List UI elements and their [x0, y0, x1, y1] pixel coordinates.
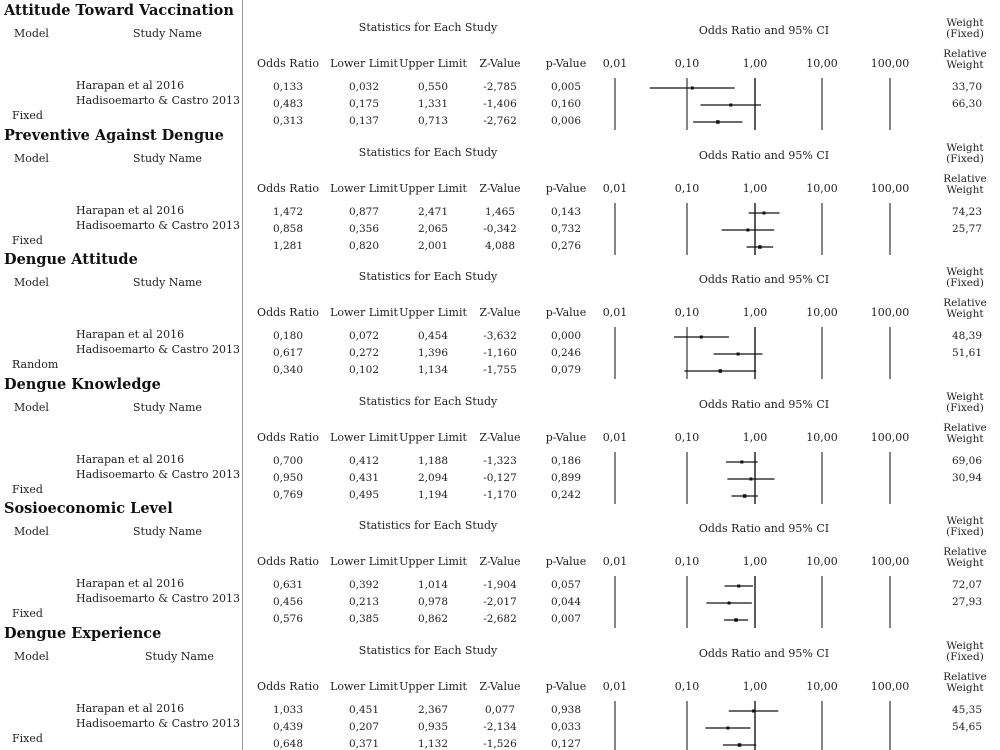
- study-name: Hadisoemarto & Castro 2013: [76, 218, 240, 232]
- cell-weight: 30,94: [951, 471, 983, 484]
- x-tick-label: 0,01: [602, 181, 628, 195]
- cell-weight: 51,61: [951, 347, 983, 359]
- study-point: [728, 602, 731, 605]
- col-header-odds-ratio: Odds Ratio: [257, 57, 319, 70]
- cell-odds-ratio: 0,313: [272, 115, 304, 127]
- study-name: Hadisoemarto & Castro 2013: [76, 467, 240, 481]
- study-point: [737, 353, 740, 356]
- cell-odds-ratio: 0,858: [272, 222, 304, 235]
- cell-p-value: 0,143: [550, 205, 582, 218]
- cell-p-value: 0,899: [550, 471, 582, 484]
- cell-lower-limit: 0,371: [348, 737, 380, 750]
- x-tick-label: 100,00: [870, 181, 910, 195]
- cell-upper-limit: 0,550: [417, 81, 449, 93]
- cell-weight: 72,07: [951, 579, 983, 591]
- study-point: [752, 709, 755, 712]
- col-header-lower-limit: Lower Limit: [330, 57, 398, 70]
- stats-header: Statistics for Each Study: [358, 145, 498, 159]
- study-point: [749, 477, 752, 480]
- model-header: Model: [14, 27, 49, 40]
- cell-p-value: 0,033: [550, 720, 582, 733]
- col-header-upper-limit: Upper Limit: [399, 555, 467, 568]
- panel-title: Dengue Attitude: [4, 251, 138, 268]
- study-name: Harapan et al 2016: [76, 577, 185, 590]
- x-tick-label: 0,10: [674, 430, 700, 444]
- x-tick-label: 100,00: [870, 430, 910, 444]
- cell-p-value: 0,000: [550, 330, 582, 342]
- panel-dengue-experience: [0, 625, 1000, 750]
- cell-upper-limit: 1,194: [417, 488, 449, 501]
- model-name: Fixed: [12, 233, 43, 247]
- col-header-p-value: p-Value: [545, 181, 587, 195]
- cell-lower-limit: 0,495: [348, 488, 380, 501]
- col-header-odds-ratio: Odds Ratio: [257, 306, 319, 319]
- panel-title: Preventive Against Dengue: [4, 126, 224, 144]
- or-ci-header: Odds Ratio and 95% CI: [698, 522, 830, 535]
- cell-z-value: -2,762: [483, 115, 517, 127]
- cell-z-value: -0,342: [483, 222, 517, 235]
- cell-lower-limit: 0,820: [348, 239, 380, 252]
- cell-z-value: -1,406: [483, 98, 517, 110]
- cell-upper-limit: 0,862: [417, 613, 449, 625]
- cell-odds-ratio: 0,340: [272, 364, 304, 376]
- panel-title: Dengue Experience: [4, 624, 162, 642]
- col-header-upper-limit: Upper Limit: [399, 306, 467, 319]
- cell-odds-ratio: 0,617: [272, 347, 304, 359]
- col-header-lower-limit: Lower Limit: [330, 181, 398, 195]
- model-header: Model: [14, 649, 49, 663]
- cell-p-value: 0,006: [550, 115, 582, 127]
- cell-z-value: -2,785: [483, 81, 517, 93]
- weight-header: Weight (Fixed): [946, 390, 984, 414]
- x-tick-label: 1,00: [742, 57, 768, 70]
- panel-title: Dengue Knowledge: [4, 375, 161, 393]
- cell-z-value: 4,088: [484, 239, 516, 252]
- study-point: [740, 460, 743, 463]
- col-header-p-value: p-Value: [545, 430, 587, 444]
- col-header-z-value: Z-Value: [479, 57, 521, 70]
- x-tick-label: 0,10: [674, 57, 700, 70]
- cell-odds-ratio: 1,033: [272, 703, 304, 716]
- cell-lower-limit: 0,385: [348, 613, 380, 625]
- col-header-z-value: Z-Value: [479, 306, 521, 319]
- cell-p-value: 0,276: [550, 239, 582, 252]
- col-header-odds-ratio: Odds Ratio: [257, 181, 319, 195]
- cell-z-value: -1,160: [483, 347, 517, 359]
- cell-upper-limit: 1,134: [417, 364, 449, 376]
- cell-odds-ratio: 0,483: [272, 98, 304, 110]
- cell-odds-ratio: 0,180: [272, 330, 304, 342]
- weight-header: Weight (Fixed): [946, 639, 984, 663]
- x-tick-label: 100,00: [870, 555, 910, 568]
- model-header: Model: [14, 400, 49, 414]
- cell-lower-limit: 0,207: [348, 720, 380, 733]
- x-tick-label: 1,00: [742, 430, 768, 444]
- cell-p-value: 0,938: [550, 703, 582, 716]
- cell-upper-limit: 1,014: [417, 579, 449, 591]
- relative-weight-header: Relative Weight: [943, 172, 987, 196]
- col-header-lower-limit: Lower Limit: [330, 555, 398, 568]
- cell-odds-ratio: 0,700: [272, 454, 304, 467]
- x-tick-label: 1,00: [742, 679, 768, 693]
- cell-p-value: 0,246: [550, 347, 582, 359]
- or-ci-header: Odds Ratio and 95% CI: [698, 148, 830, 162]
- cell-p-value: 0,079: [550, 364, 582, 376]
- col-header-z-value: Z-Value: [479, 555, 521, 568]
- cell-lower-limit: 0,356: [348, 222, 380, 235]
- cell-lower-limit: 0,175: [348, 98, 380, 110]
- col-header-lower-limit: Lower Limit: [330, 679, 398, 693]
- cell-weight: 48,39: [951, 330, 983, 342]
- study-name: Hadisoemarto & Castro 2013: [76, 716, 240, 730]
- cell-lower-limit: 0,072: [348, 330, 380, 342]
- cell-odds-ratio: 1,472: [272, 205, 304, 218]
- study-name: Hadisoemarto & Castro 2013: [76, 592, 240, 605]
- x-tick-label: 100,00: [870, 57, 910, 70]
- cell-lower-limit: 0,213: [348, 596, 380, 608]
- col-header-upper-limit: Upper Limit: [399, 181, 467, 195]
- panel-attitude-toward-vaccination: [0, 2, 1000, 127]
- cell-lower-limit: 0,412: [348, 454, 380, 467]
- x-tick-label: 10,00: [806, 57, 838, 70]
- summary-point: [743, 494, 747, 498]
- cell-p-value: 0,005: [550, 81, 582, 93]
- model-name: Fixed: [12, 607, 43, 620]
- cell-odds-ratio: 0,648: [272, 737, 304, 750]
- study-name: Harapan et al 2016: [76, 203, 185, 217]
- cell-z-value: -0,127: [483, 471, 517, 484]
- col-header-odds-ratio: Odds Ratio: [257, 679, 319, 693]
- panel-dengue-knowledge: [0, 376, 1000, 501]
- relative-weight-header: Relative Weight: [943, 297, 987, 321]
- cell-upper-limit: 0,978: [417, 596, 449, 608]
- model-header: Model: [14, 525, 49, 538]
- model-name: Fixed: [12, 731, 43, 745]
- cell-upper-limit: 2,367: [417, 703, 449, 716]
- col-header-upper-limit: Upper Limit: [399, 679, 467, 693]
- cell-upper-limit: 0,454: [417, 330, 449, 342]
- or-ci-header: Odds Ratio and 95% CI: [698, 24, 830, 37]
- col-header-z-value: Z-Value: [479, 181, 521, 195]
- cell-z-value: -2,134: [483, 720, 517, 733]
- cell-upper-limit: 0,935: [417, 720, 449, 733]
- cell-odds-ratio: 0,769: [272, 488, 304, 501]
- x-tick-label: 10,00: [806, 555, 838, 568]
- or-ci-header: Odds Ratio and 95% CI: [698, 273, 830, 286]
- stats-header: Statistics for Each Study: [358, 394, 498, 408]
- forest-plot: [0, 500, 1000, 625]
- weight-header: Weight (Fixed): [946, 515, 984, 539]
- or-ci-header: Odds Ratio and 95% CI: [698, 646, 830, 660]
- study-name: Hadisoemarto & Castro 2013: [76, 343, 240, 356]
- x-tick-label: 1,00: [742, 555, 768, 568]
- cell-lower-limit: 0,137: [348, 115, 380, 127]
- cell-p-value: 0,127: [550, 737, 582, 750]
- study-name-header: Study Name: [133, 276, 202, 289]
- forest-plot: [0, 251, 1000, 376]
- study-point: [737, 585, 740, 588]
- cell-upper-limit: 1,396: [417, 347, 449, 359]
- summary-point: [716, 120, 720, 124]
- study-name: Hadisoemarto & Castro 2013: [76, 94, 240, 107]
- cell-weight: 69,06: [951, 454, 983, 467]
- cell-lower-limit: 0,032: [348, 81, 380, 93]
- cell-odds-ratio: 0,576: [272, 613, 304, 625]
- study-point: [726, 726, 729, 729]
- cell-z-value: -2,017: [483, 596, 517, 608]
- cell-z-value: 0,077: [484, 703, 516, 716]
- panel-sosioeconomic-level: [0, 500, 1000, 625]
- cell-lower-limit: 0,431: [348, 471, 380, 484]
- model-name: Fixed: [12, 109, 43, 122]
- cell-z-value: -3,632: [483, 330, 517, 342]
- cell-lower-limit: 0,877: [348, 205, 380, 218]
- col-header-odds-ratio: Odds Ratio: [257, 555, 319, 568]
- col-header-p-value: p-Value: [545, 555, 587, 568]
- cell-upper-limit: 0,713: [417, 115, 449, 127]
- forest-plot: [0, 376, 1000, 501]
- col-header-odds-ratio: Odds Ratio: [257, 430, 319, 444]
- cell-weight: 74,23: [951, 205, 983, 218]
- x-tick-label: 0,01: [602, 57, 628, 70]
- x-tick-label: 10,00: [806, 679, 838, 693]
- forest-plot: [0, 127, 1000, 252]
- cell-weight: 54,65: [951, 720, 983, 733]
- cell-weight: 25,77: [951, 222, 983, 235]
- cell-odds-ratio: 0,456: [272, 596, 304, 608]
- col-header-upper-limit: Upper Limit: [399, 430, 467, 444]
- forest-plot: [0, 625, 1000, 750]
- cell-p-value: 0,044: [550, 596, 582, 608]
- study-name-header: Study Name: [133, 151, 202, 165]
- summary-point: [758, 245, 762, 249]
- weight-header: Weight (Fixed): [946, 17, 984, 41]
- summary-point: [719, 369, 723, 373]
- cell-odds-ratio: 1,281: [272, 239, 304, 252]
- cell-upper-limit: 2,065: [417, 222, 449, 235]
- panel-title: Sosioeconomic Level: [4, 500, 173, 517]
- cell-weight: 33,70: [951, 81, 983, 93]
- panel-title: Attitude Toward Vaccination: [4, 2, 234, 19]
- or-ci-header: Odds Ratio and 95% CI: [698, 397, 830, 411]
- x-tick-label: 100,00: [870, 306, 910, 319]
- panel-dengue-attitude: [0, 251, 1000, 376]
- cell-upper-limit: 1,188: [417, 454, 449, 467]
- cell-weight: 66,30: [951, 98, 983, 110]
- model-name: Random: [12, 358, 59, 371]
- weight-header: Weight (Fixed): [946, 141, 984, 165]
- cell-upper-limit: 1,331: [417, 98, 449, 110]
- study-name: Harapan et al 2016: [76, 701, 185, 715]
- x-tick-label: 0,10: [674, 306, 700, 319]
- summary-point: [738, 743, 742, 747]
- cell-z-value: 1,465: [484, 205, 516, 218]
- col-header-lower-limit: Lower Limit: [330, 306, 398, 319]
- study-point: [691, 87, 694, 90]
- cell-upper-limit: 2,001: [417, 239, 449, 252]
- cell-p-value: 0,242: [550, 488, 582, 501]
- x-tick-label: 0,01: [602, 679, 628, 693]
- relative-weight-header: Relative Weight: [943, 421, 987, 445]
- cell-p-value: 0,732: [550, 222, 582, 235]
- col-header-upper-limit: Upper Limit: [399, 57, 467, 70]
- cell-odds-ratio: 0,631: [272, 579, 304, 591]
- col-header-z-value: Z-Value: [479, 679, 521, 693]
- stats-header: Statistics for Each Study: [358, 270, 498, 283]
- cell-z-value: -1,526: [483, 737, 517, 750]
- cell-lower-limit: 0,102: [348, 364, 380, 376]
- panel-preventive-against-dengue: [0, 127, 1000, 252]
- forest-plot: [0, 2, 1000, 127]
- cell-odds-ratio: 0,950: [272, 471, 304, 484]
- cell-p-value: 0,186: [550, 454, 582, 467]
- cell-upper-limit: 2,471: [417, 205, 449, 218]
- study-point: [700, 336, 703, 339]
- cell-z-value: -1,755: [483, 364, 517, 376]
- cell-weight: 45,35: [951, 703, 983, 716]
- cell-p-value: 0,057: [550, 579, 582, 591]
- x-tick-label: 10,00: [806, 306, 838, 319]
- summary-point: [734, 618, 738, 622]
- relative-weight-header: Relative Weight: [943, 546, 987, 570]
- study-point: [763, 211, 766, 214]
- x-tick-label: 0,10: [674, 679, 700, 693]
- study-point: [746, 228, 749, 231]
- x-tick-label: 0,10: [674, 181, 700, 195]
- study-name: Harapan et al 2016: [76, 452, 185, 466]
- cell-z-value: -1,170: [483, 488, 517, 501]
- x-tick-label: 0,01: [602, 306, 628, 319]
- stats-header: Statistics for Each Study: [358, 21, 498, 34]
- cell-z-value: -1,904: [483, 579, 517, 591]
- study-name-header: Study Name: [133, 400, 202, 414]
- x-tick-label: 10,00: [806, 430, 838, 444]
- x-tick-label: 100,00: [870, 679, 910, 693]
- model-name: Fixed: [12, 482, 43, 496]
- cell-lower-limit: 0,272: [348, 347, 380, 359]
- study-name-header: Study Name: [133, 27, 202, 40]
- x-tick-label: 0,01: [602, 555, 628, 568]
- cell-odds-ratio: 0,133: [272, 81, 304, 93]
- x-tick-label: 0,01: [602, 430, 628, 444]
- cell-lower-limit: 0,451: [348, 703, 380, 716]
- study-point: [729, 104, 732, 107]
- cell-z-value: -1,323: [483, 454, 517, 467]
- cell-lower-limit: 0,392: [348, 579, 380, 591]
- x-tick-label: 1,00: [742, 306, 768, 319]
- cell-p-value: 0,160: [550, 98, 582, 110]
- x-tick-label: 0,10: [674, 555, 700, 568]
- model-header: Model: [14, 276, 49, 289]
- stats-header: Statistics for Each Study: [358, 643, 498, 657]
- col-header-p-value: p-Value: [545, 679, 587, 693]
- x-tick-label: 1,00: [742, 181, 768, 195]
- model-header: Model: [14, 151, 49, 165]
- study-name-header: Study Name: [145, 649, 214, 663]
- col-header-lower-limit: Lower Limit: [330, 430, 398, 444]
- cell-upper-limit: 2,094: [417, 471, 449, 484]
- col-header-p-value: p-Value: [545, 57, 587, 70]
- relative-weight-header: Relative Weight: [943, 670, 987, 694]
- x-tick-label: 10,00: [806, 181, 838, 195]
- cell-p-value: 0,007: [550, 613, 582, 625]
- weight-header: Weight (Fixed): [946, 266, 984, 290]
- cell-upper-limit: 1,132: [417, 737, 449, 750]
- cell-odds-ratio: 0,439: [272, 720, 304, 733]
- cell-z-value: -2,682: [483, 613, 517, 625]
- study-name: Harapan et al 2016: [76, 79, 185, 92]
- study-name-header: Study Name: [133, 525, 202, 538]
- cell-weight: 27,93: [951, 596, 983, 608]
- relative-weight-header: Relative Weight: [943, 48, 987, 72]
- col-header-z-value: Z-Value: [479, 430, 521, 444]
- stats-header: Statistics for Each Study: [358, 519, 498, 532]
- study-name: Harapan et al 2016: [76, 328, 185, 341]
- col-header-p-value: p-Value: [545, 306, 587, 319]
